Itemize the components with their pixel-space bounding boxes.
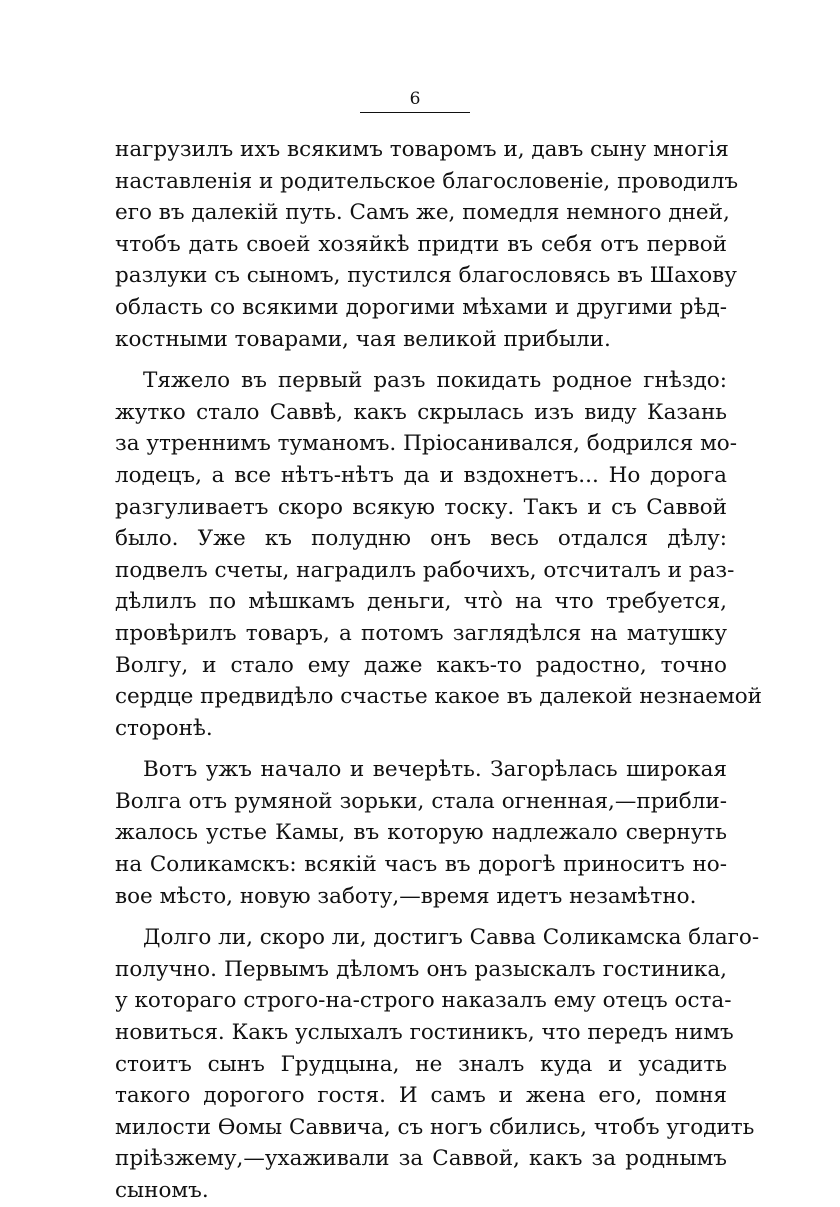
text-line: область со всякими дорогими мѣхами и другими рѣд- [115,294,727,320]
text-line: нагрузилъ ихъ всякимъ товаромъ и, давъ сыну многiя [115,137,729,162]
text-line: чтобъ дать своей хозяйкѣ придти въ себя отъ первой [115,231,727,257]
paragraph [115,365,762,744]
text-line: Волгу, и стало ему даже какъ-то радостно, точно [115,652,727,678]
paragraph [115,922,760,1206]
text-line: подвелъ счеты, наградилъ рабочихъ, отсчиталъ и раз- [115,557,735,583]
text-line: дѣлилъ по мѣшкамъ деньги, чтò на что требуется, [115,589,727,615]
paragraph [115,134,739,355]
text-line: Тяжело въ первый разъ покидать родное гнѣздо: [143,368,727,394]
text-line: наставленiя и родительское благословенiе, проводилъ [115,168,739,194]
text-line: милости Ѳомы Саввича, съ ногъ сбились, чтобъ угодить [115,1114,755,1140]
text-line: на Соликамскъ: всякiй часъ въ дорогѣ приноситъ но- [115,852,727,878]
text-line: Долго ли, скоро ли, достигъ Савва Соликамска благо- [143,925,760,951]
text-line: за утреннимъ туманомъ. Прiосанивался, бодрился мо- [115,431,738,457]
page-number: 6 [360,88,470,113]
text-line: такого дорогого гостя. И самъ и жена его, помня [115,1083,727,1109]
paragraph [115,754,727,912]
body-text [115,134,762,1207]
text-line: сердце предвидѣло счастье какое въ далекой незнаемой [115,684,762,710]
text-line: Волга отъ румяной зорьки, стала огненная,—прибли- [115,788,727,814]
text-line: разлуки съ сыномъ, пустился благословясь въ Шахову [115,263,737,289]
text-line: получно. Первымъ дѣломъ онъ разыскалъ гостиника, [115,956,727,982]
text-line: сыномъ. [115,1178,209,1203]
text-line: жалось устье Камы, въ которую надлежало свернуть [115,820,727,846]
text-line: разгуливаетъ скоро всякую тоску. Такъ и съ Саввой [115,494,727,520]
text-line: его въ далекiй путь. Самъ же, помедля немного дней, [115,200,730,226]
text-line: новиться. Какъ услыхалъ гостиникъ, что передъ нимъ [115,1020,734,1046]
paragraph-gap [115,744,727,754]
text-line: костными товарами, чая великой прибыли. [115,326,611,352]
text-line: сторонѣ. [115,715,213,741]
paragraph-gap [115,912,727,922]
text-line: было. Уже къ полудню онъ весь отдался дѣлу: [115,526,727,552]
text-line: у котораго строго-на-строго наказалъ ему отецъ оста- [115,988,732,1014]
text-line: вое мѣсто, новую заботу,—время идетъ незамѣтно. [115,883,697,909]
text-line: провѣрилъ товаръ, а потомъ заглядѣлся на матушку [115,620,727,646]
text-line: стоитъ сынъ Грудцына, не зналъ куда и усадить [115,1051,727,1077]
text-line: лодецъ, а все нѣтъ-нѣтъ да и вздохнетъ... Но дорога [115,462,727,488]
text-line: Вотъ ужъ начало и вечерѣть. Загорѣлась широкая [143,757,727,783]
text-line: прiѣзжему,—ухаживали за Саввой, какъ за роднымъ [115,1146,727,1172]
paragraph-gap [115,355,727,365]
text-line: жутко стало Саввѣ, какъ скрылась изъ виду Казань [115,399,727,425]
